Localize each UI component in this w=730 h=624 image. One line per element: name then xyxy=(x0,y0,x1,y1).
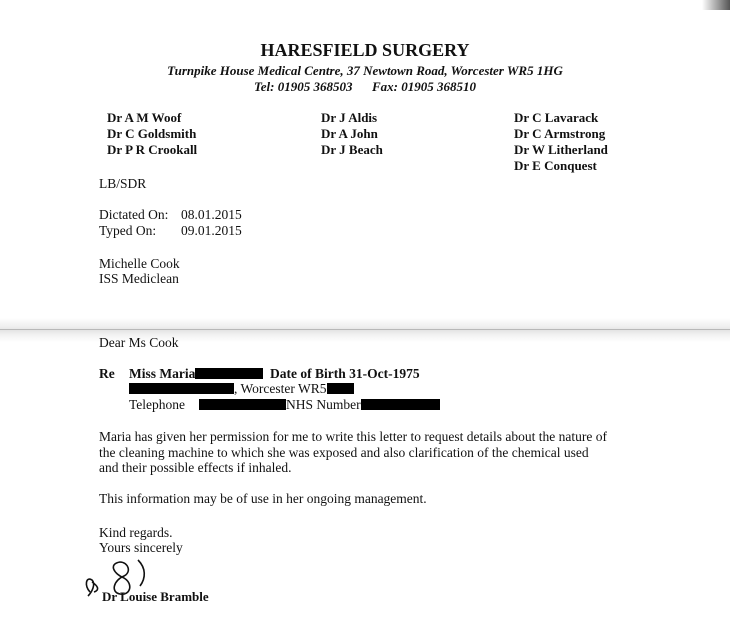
body-paragraph-2: This information may be of use in her ongoing management. xyxy=(99,491,427,506)
recipient-name: Michelle Cook xyxy=(99,256,180,271)
doctor-name: Dr C Lavarack xyxy=(514,110,599,125)
redaction-bar xyxy=(199,399,286,410)
doctor-name: Dr A M Woof xyxy=(107,110,182,125)
body-line: the cleaning machine to which she was exposed and also clarification of the chemical used xyxy=(99,444,589,460)
body-paragraph-1 xyxy=(99,429,607,476)
body-line: and their possible effects if inhaled. xyxy=(99,460,292,475)
doctor-name: Dr P R Crookall xyxy=(107,142,198,157)
nhs-label: NHS Number xyxy=(286,397,361,412)
doctors-column-3 xyxy=(514,110,608,174)
doctor-name: Dr E Conquest xyxy=(514,158,597,173)
re-label: Re xyxy=(99,366,115,381)
redaction-bar xyxy=(361,399,440,410)
reference: LB/SDR xyxy=(99,176,147,191)
practice-address: Turnpike House Medical Centre, 37 Newtown Road, Worcester WR5 1HG xyxy=(167,63,563,78)
typed-label: Typed On: xyxy=(99,223,157,238)
dictated-label: Dictated On: xyxy=(99,207,169,222)
doctors-column-2 xyxy=(321,110,383,158)
doctors-column-1 xyxy=(107,110,197,158)
redaction-bar xyxy=(327,383,354,394)
typed-value: 09.01.2015 xyxy=(181,223,242,238)
telephone-label: Telephone xyxy=(129,397,186,412)
telephone-redaction xyxy=(199,397,286,413)
doctor-name: Dr W Litherland xyxy=(514,142,608,157)
doctor-name: Dr C Armstrong xyxy=(514,126,606,141)
date-of-birth: Date of Birth 31-Oct-1975 xyxy=(270,366,420,381)
dictated-value: 08.01.2015 xyxy=(181,207,242,222)
body-line: Maria has given her permission for me to write this letter to request details about the nature of xyxy=(99,429,607,444)
salutation: Dear Ms Cook xyxy=(99,335,179,350)
doctor-name: Dr A John xyxy=(321,126,378,141)
page-corner-shadow xyxy=(702,0,730,10)
patient-name: Miss Maria xyxy=(129,366,196,381)
closing-regards: Kind regards. xyxy=(99,525,173,540)
redaction-bar xyxy=(195,368,263,379)
doctor-name: Dr J Aldis xyxy=(321,110,378,125)
nhs-line xyxy=(286,397,440,413)
practice-name: HARESFIELD SURGERY xyxy=(260,40,470,60)
address-line xyxy=(129,381,354,397)
doctor-name: Dr C Goldsmith xyxy=(107,126,197,141)
practice-phone: Tel: 01905 368503 Fax: 01905 368510 xyxy=(254,79,476,94)
signer-name: Dr Louise Bramble xyxy=(102,589,209,604)
fold-line xyxy=(0,329,730,330)
recipient-org: ISS Mediclean xyxy=(99,271,179,286)
closing-sincerely: Yours sincerely xyxy=(99,540,183,555)
address-city: , Worcester WR5 xyxy=(234,381,327,396)
doctor-name: Dr J Beach xyxy=(321,142,383,157)
redaction-bar xyxy=(129,383,234,394)
patient-line xyxy=(129,366,263,382)
